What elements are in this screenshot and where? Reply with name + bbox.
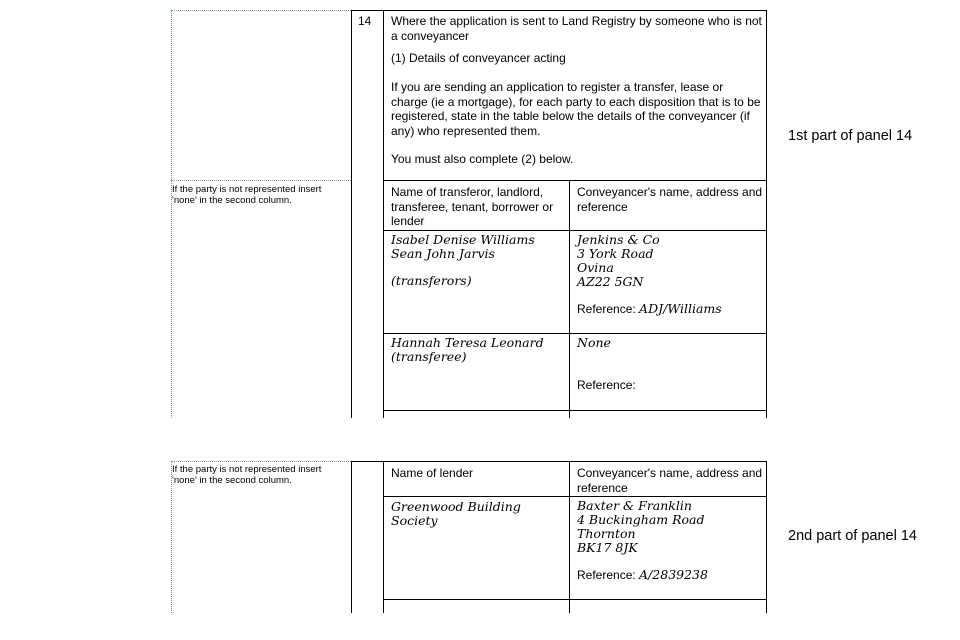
party-role: (transferee)	[391, 349, 467, 364]
panel-also-note: You must also complete (2) below.	[391, 152, 574, 166]
margin-note: If the party is not represented insert 'none' in the second column.	[172, 464, 322, 486]
conveyancer-cell	[577, 499, 763, 555]
side-label-part-1: 1st part of panel 14	[788, 128, 913, 144]
reference-label: Reference:	[577, 378, 636, 392]
conveyancer-cell	[577, 233, 763, 289]
address-line: AZ22 5GN	[577, 274, 644, 289]
side-label-part-2: 2nd part of panel 14	[788, 528, 917, 544]
panel-instructions: If you are sending an application to register a transfer, lease or charge (ie a mortgage), for each party to each disposition that is to be registered, state in the table below the details of the conveyancer (if any) who represented them.	[391, 80, 761, 138]
party-cell	[391, 233, 566, 288]
address-line: Jenkins & Co	[577, 232, 660, 247]
address-line: Thornton	[577, 526, 636, 541]
reference-value: ADJ/Williams	[639, 301, 722, 316]
party-cell	[391, 500, 566, 528]
col1-header: Name of lender	[391, 466, 474, 480]
conveyancer-cell	[577, 336, 763, 350]
party-role: (transferors)	[391, 273, 472, 288]
panel-subheading: (1) Details of conveyancer acting	[391, 51, 566, 65]
reference-line	[577, 378, 763, 393]
address-line: None	[577, 335, 611, 350]
col2-header: Conveyancer's name, address and reference	[577, 466, 763, 495]
reference-line	[577, 568, 763, 583]
address-line: Ovina	[577, 260, 614, 275]
address-line: 3 York Road	[577, 246, 654, 261]
panel-heading: Where the application is sent to Land Registry by someone who is not a conveyancer	[391, 14, 762, 43]
reference-value: A/2839238	[639, 567, 708, 582]
col1-header: Name of transferor, landlord, transferee, tenant, borrower or lender	[391, 185, 554, 228]
party-cell	[391, 336, 566, 364]
margin-note: If the party is not represented insert 'none' in the second column.	[172, 184, 322, 206]
reference-line	[577, 302, 763, 317]
address-line: Baxter & Franklin	[577, 498, 692, 513]
address-line: 4 Buckingham Road	[577, 512, 705, 527]
party-name: Society	[391, 513, 438, 528]
panel-number: 14	[358, 14, 372, 28]
party-name: Sean John Jarvis	[391, 246, 495, 261]
party-name: Hannah Teresa Leonard	[391, 335, 544, 350]
address-line: BK17 8JK	[577, 540, 638, 555]
party-name: Isabel Denise Williams	[391, 232, 535, 247]
col2-header: Conveyancer's name, address and reference	[577, 185, 763, 214]
reference-label: Reference:	[577, 302, 636, 316]
party-name: Greenwood Building	[391, 499, 521, 514]
reference-label: Reference:	[577, 568, 636, 582]
